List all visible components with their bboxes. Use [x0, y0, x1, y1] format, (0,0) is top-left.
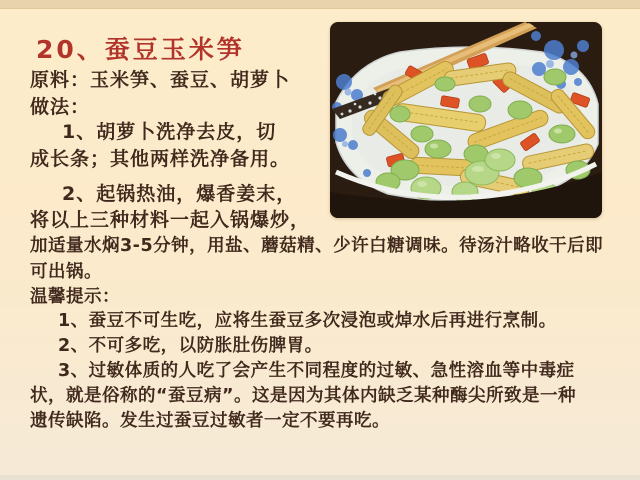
- step2-line4: 可出锅。: [30, 262, 102, 282]
- bottom-border-band: [0, 475, 640, 480]
- tip3-line2: 状，就是俗称的“蚕豆病”。这是因为其体内缺乏某种酶尖所致是一种: [30, 386, 577, 406]
- method-label: 做法：: [30, 96, 91, 118]
- tip3-line1: 3、过敏体质的人吃了会产生不同程度的过敏、急性溶血等中毒症: [58, 361, 575, 381]
- step1-line1: 1、胡萝卜洗净去皮，切: [62, 121, 277, 143]
- top-border-band: [0, 0, 640, 9]
- step2-line2: 将以上三种材料一起入锅爆炒，: [30, 209, 311, 231]
- tips-label: 温馨提示：: [30, 287, 120, 307]
- tip3-line3: 遗传缺陷。发生过蚕豆过敏者一定不要再吃。: [30, 411, 390, 431]
- step2-line1: 2、起锅热油，爆香姜末，: [62, 183, 297, 205]
- tip1-line: 1、蚕豆不可生吃，应将生蚕豆多次浸泡或焯水后再进行烹制。: [58, 311, 557, 331]
- recipe-title: 20、蚕豆玉米笋: [36, 35, 245, 64]
- tip2-line: 2、不可多吃，以防胀肚伤脾胃。: [58, 336, 323, 356]
- dish-photo: [330, 22, 602, 218]
- step1-line2: 成长条；其他两样洗净备用。: [30, 148, 291, 170]
- ingredients-line: 原料：玉米笋、蚕豆、胡萝卜: [30, 69, 291, 91]
- step2-line3: 加适量水焖3-5分钟，用盐、蘑菇精、少许白糖调味。待汤汁略收干后即: [30, 236, 604, 256]
